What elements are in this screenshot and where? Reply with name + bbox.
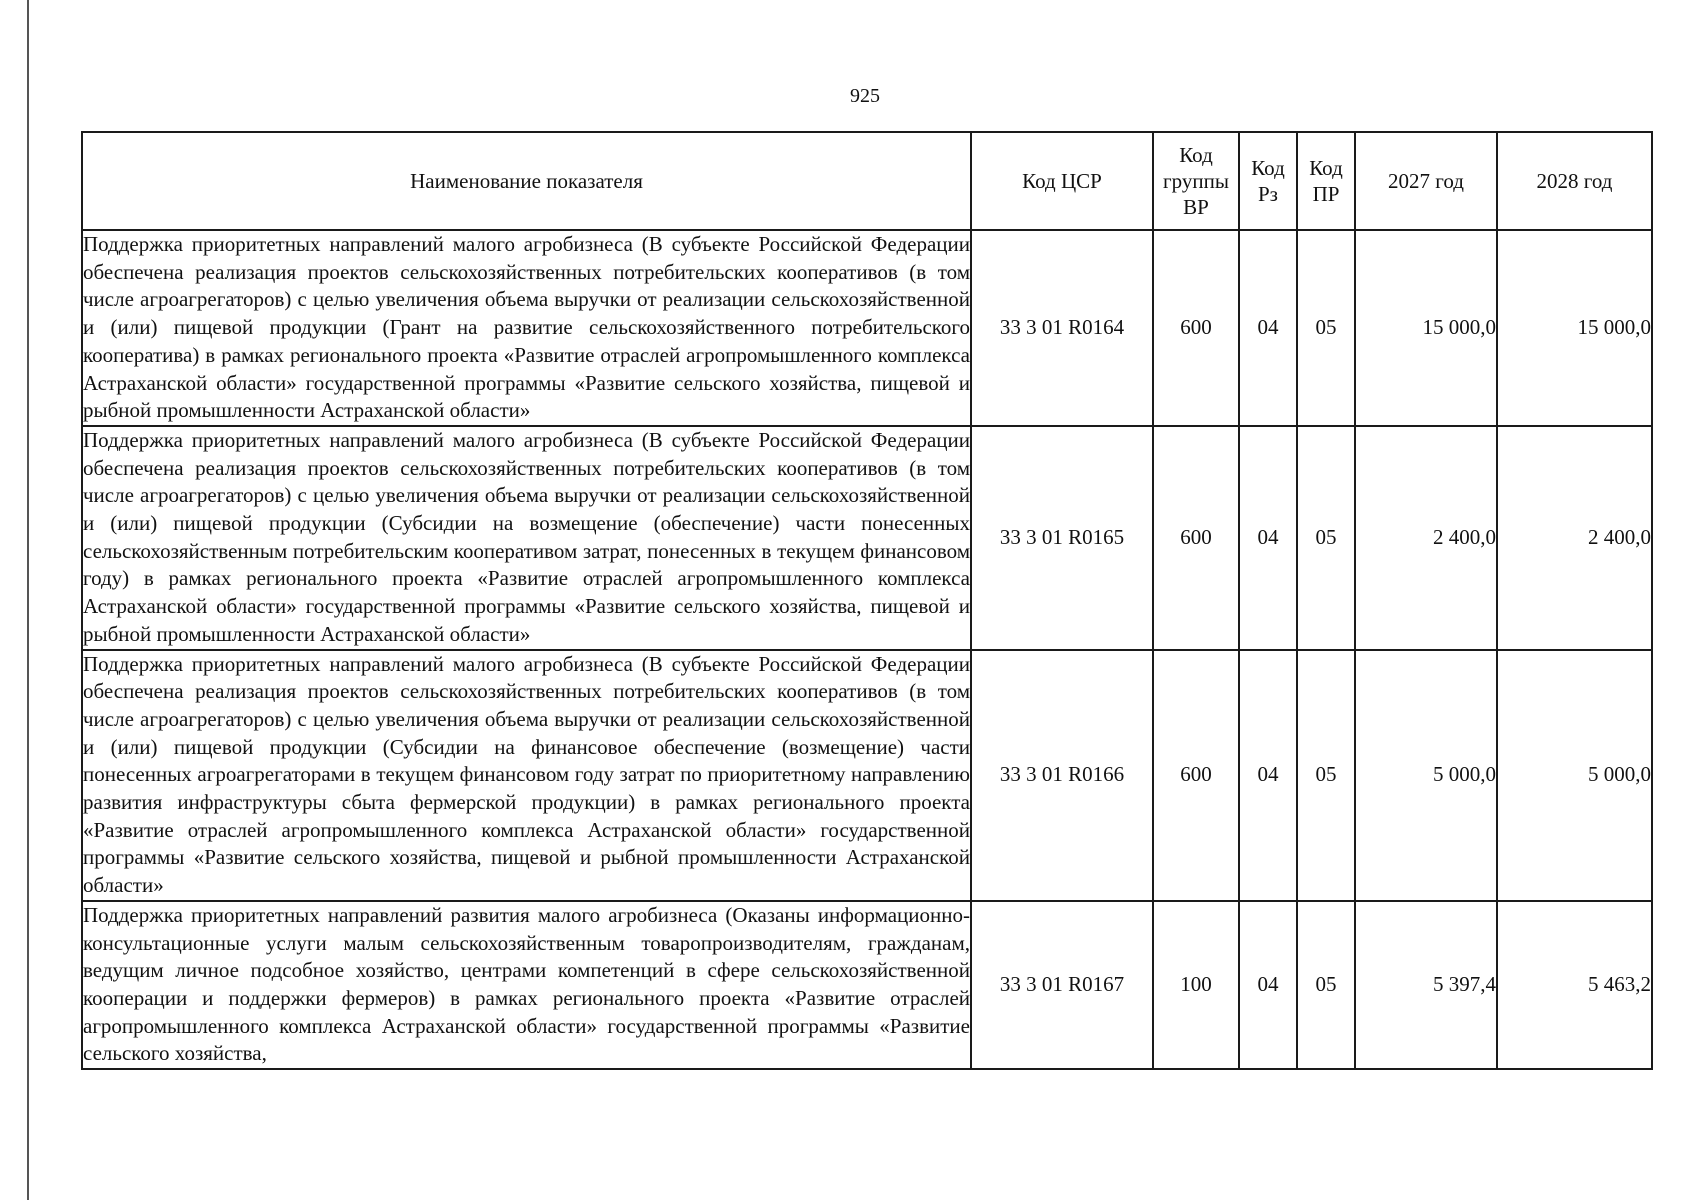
row-rz-code: 04: [1239, 426, 1297, 650]
header-vr-code: Код группы ВР: [1153, 132, 1239, 230]
row-vr-code: 100: [1153, 901, 1239, 1069]
table-row: [82, 426, 1652, 650]
table-header-row: [82, 132, 1652, 230]
header-rz-code: Код Рз: [1239, 132, 1297, 230]
row-pr-code: 05: [1297, 230, 1355, 426]
row-csr-code: 33 3 01 R0164: [971, 230, 1153, 426]
header-year-2028: 2028 год: [1497, 132, 1652, 230]
table-row: [82, 901, 1652, 1069]
row-csr-code: 33 3 01 R0167: [971, 901, 1153, 1069]
table-row: [82, 650, 1652, 901]
row-name: Поддержка приоритетных направлений малого агробизнеса (В субъекте Российской Федерации обеспечена реализация проектов сельскохозяйственных потребительских кооперативов (в том числе агроагрегаторов) с целью увеличения объема выручки от реализации сельскохозяйственной и (или) пищевой продукции (Грант на развитие сельскохозяйственного потребительского кооператива) в рамках регионального проекта «Развитие отраслей агропромышленного комплекса Астраханской области» государственной программы «Развитие сельского хозяйства, пищевой и рыбной промышленности Астраханской области»: [82, 230, 971, 426]
row-vr-code: 600: [1153, 650, 1239, 901]
budget-table: [81, 131, 1653, 1070]
row-rz-code: 04: [1239, 650, 1297, 901]
row-pr-code: 05: [1297, 426, 1355, 650]
row-csr-code: 33 3 01 R0166: [971, 650, 1153, 901]
table-row: [82, 230, 1652, 426]
header-pr-code: Код ПР: [1297, 132, 1355, 230]
row-name: Поддержка приоритетных направлений малого агробизнеса (В субъекте Российской Федерации обеспечена реализация проектов сельскохозяйственных потребительских кооперативов (в том числе агроагрегаторов) с целью увеличения объема выручки от реализации сельскохозяйственной и (или) пищевой продукции (Субсидии на возмещение (обеспечение) части понесенных сельскохозяйственным потребительским кооперативом затрат, понесенных в текущем финансовом году) в рамках регионального проекта «Развитие отраслей агропромышленного комплекса Астраханской области» государственной программы «Развитие сельского хозяйства, пищевой и рыбной промышленности Астраханской области»: [82, 426, 971, 650]
header-name: Наименование показателя: [82, 132, 971, 230]
row-amount-2028: 2 400,0: [1497, 426, 1652, 650]
row-rz-code: 04: [1239, 230, 1297, 426]
header-csr-code: Код ЦСР: [971, 132, 1153, 230]
row-rz-code: 04: [1239, 901, 1297, 1069]
row-amount-2027: 2 400,0: [1355, 426, 1497, 650]
page-margin-line: [27, 0, 29, 1200]
row-amount-2028: 5 463,2: [1497, 901, 1652, 1069]
row-pr-code: 05: [1297, 901, 1355, 1069]
row-amount-2028: 5 000,0: [1497, 650, 1652, 901]
row-amount-2028: 15 000,0: [1497, 230, 1652, 426]
row-name: Поддержка приоритетных направлений развития малого агробизнеса (Оказаны информационно-консультационные услуги малым сельскохозяйственным товаропроизводителям, гражданам, ведущим личное подсобное хозяйство, центрами компетенций в сфере сельскохозяйственной кооперации и поддержки фермеров) в рамках регионального проекта «Развитие отраслей агропромышленного комплекса Астраханской области» государственной программы «Развитие сельского хозяйства,: [82, 901, 971, 1069]
page-number: 925: [850, 85, 880, 107]
row-amount-2027: 5 397,4: [1355, 901, 1497, 1069]
row-vr-code: 600: [1153, 230, 1239, 426]
row-name: Поддержка приоритетных направлений малого агробизнеса (В субъекте Российской Федерации обеспечена реализация проектов сельскохозяйственных потребительских кооперативов (в том числе агроагрегаторов) с целью увеличения объема выручки от реализации сельскохозяйственной и (или) пищевой продукции (Субсидии на финансовое обеспечение (возмещение) части понесенных агроагрегаторами в текущем финансовом году затрат по приоритетному направлению развития инфраструктуры сбыта фермерской продукции) в рамках регионального проекта «Развитие отраслей агропромышленного комплекса Астраханской области» государственной программы «Развитие сельского хозяйства, пищевой и рыбной промышленности Астраханской области»: [82, 650, 971, 901]
row-amount-2027: 15 000,0: [1355, 230, 1497, 426]
row-csr-code: 33 3 01 R0165: [971, 426, 1153, 650]
row-amount-2027: 5 000,0: [1355, 650, 1497, 901]
row-pr-code: 05: [1297, 650, 1355, 901]
header-year-2027: 2027 год: [1355, 132, 1497, 230]
row-vr-code: 600: [1153, 426, 1239, 650]
